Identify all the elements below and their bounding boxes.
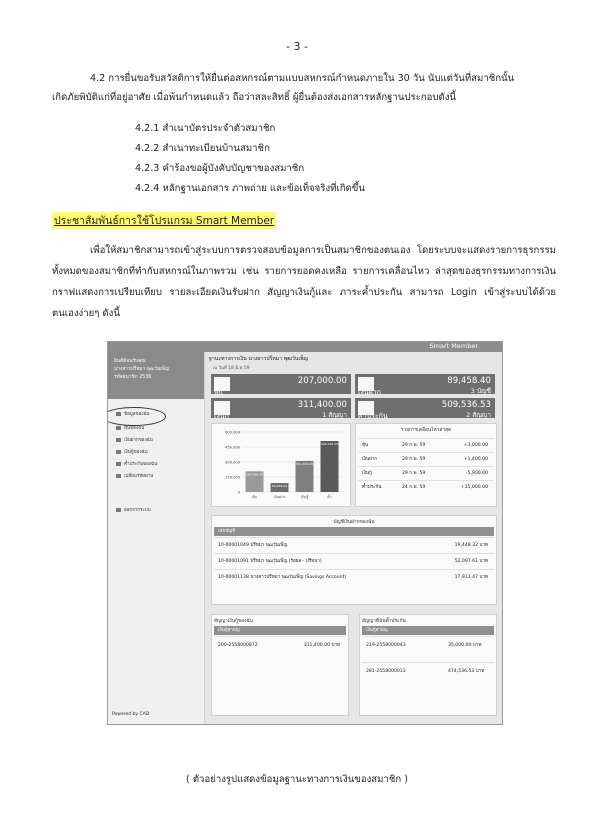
main-content — [209, 352, 499, 724]
sidebar-item-change-password[interactable] — [116, 472, 153, 479]
sidebar-item-label: ค้ำประกันของฉัน — [124, 462, 158, 467]
bank-icon — [116, 426, 121, 430]
y-tick-label: 600,000 — [225, 430, 240, 435]
contract-amount: 474,536.53 บาท — [448, 669, 485, 674]
app-title: Smart Member — [429, 342, 478, 350]
x-tick-label: เงินกู้ — [300, 495, 309, 499]
card-label: หุ้น — [214, 389, 223, 397]
sidebar-item-label: เงินฝากของฉัน — [124, 438, 153, 443]
row-type: ค้ำประกัน — [362, 485, 382, 490]
bar-data-label: 207,000.00 — [245, 472, 264, 477]
bar-data-label: 89,458.40 — [271, 484, 288, 489]
user-box — [108, 352, 204, 399]
x-tick-label: ค้ำ — [327, 495, 332, 499]
card-label: เงินฝาก — [358, 388, 381, 396]
y-tick-label: 300,000 — [225, 460, 240, 465]
loans-panel — [211, 614, 349, 716]
row-date: 29 ก.พ. 59 — [402, 443, 426, 448]
table-row — [358, 466, 494, 480]
bar-chart — [212, 424, 350, 506]
account-amount: 17,911.47 บาท — [454, 575, 488, 580]
row-amount: +35,000.00 — [460, 485, 488, 490]
sidebar-item-deposits[interactable] — [116, 436, 153, 443]
account-amount: 19,448.32 บาท — [454, 543, 488, 548]
deposit-icon — [116, 438, 121, 442]
recent-transactions-panel — [355, 423, 497, 507]
as-of-date: ณ วันที่ 18 มี.ค 59 — [213, 366, 250, 371]
body-paragraph: เพื่อให้สมาชิกสามารถเข้าสู่ระบบการตรวจสอบข้อมูลการเป็นสมาชิกของตนเอง โดยระบบจะแสดงรายการธุรกรรมทั้งหมดของสมาชิกที่ทำกับสหกรณ์ในภาพรวม เช่น รายการยอดคงเหลือ รายการเคลื่อนไหว ล่าสุดของธุรกรรมทางการเงิน กราฟแสดงการเปรียบเทียบ รายละเอียดเงินรับฝาก สัญญาเงินกู้และ ภาระค้ำประกัน สามารถ Login เข้าสู่ระบบได้ด้วยตนเองง่ายๆ ดังนี้ — [52, 245, 556, 319]
recent-title: รายการเคลื่อนไหวล่าสุด — [400, 428, 452, 433]
guarantees-title: สัญญาที่ฉันค้ำประกัน — [362, 619, 406, 624]
x-tick-label: เงินฝาก — [273, 495, 286, 499]
sidebar-item-shares[interactable] — [116, 424, 144, 431]
sidebar-item-label: หุ้นของฉัน — [124, 426, 145, 431]
gear-icon — [116, 474, 121, 478]
card-icon — [116, 450, 121, 454]
row-amount: +3,000.00 — [463, 443, 488, 448]
card-label: เงินกู้ — [214, 412, 229, 420]
list-item: 4.2.2 สำเนาทะเบียนบ้านสมาชิก — [135, 143, 270, 154]
bar[interactable] — [321, 441, 339, 492]
row-date: 29 ก.พ. 59 — [402, 471, 426, 476]
card-loans[interactable] — [211, 398, 351, 418]
contract-amount: 311,400.00 บาท — [303, 643, 340, 648]
card-value: 207,000.00 — [297, 376, 347, 386]
row-amount: +1,400.00 — [463, 457, 488, 462]
bar-data-label: 509,536.53 — [320, 442, 339, 447]
row-date: 24 ก.พ. 59 — [402, 485, 426, 490]
intro-line-2: เกิดภัยพิบัติแก่ที่อยู่อาศัย เมื่อพ้นกำหนดแล้ว ถือว่าสละสิทธิ์ ผู้ยื่นต้องส่งเอกสารหลักฐานประกอบดังนี้ — [52, 92, 456, 103]
sidebar-item-label: ออกจากระบบ — [124, 508, 151, 513]
loans-header: เงินกู้สามัญ — [214, 626, 346, 635]
x-tick-label: หุ้น — [252, 495, 257, 499]
account-name: 10-00001138 นางสาวปรีหมา พุฒวันเพ็ญ (Savings Account) — [218, 575, 347, 580]
card-deposits[interactable] — [355, 374, 495, 394]
card-label: ค้ำประกัน — [358, 412, 388, 420]
list-item: 4.2.4 หลักฐานเอกสาร ภาพถ่าย และข้อเท็จจริงที่เกิดขึ้น — [135, 183, 365, 194]
table-row[interactable] — [362, 636, 494, 662]
sidebar — [108, 352, 205, 724]
table-row[interactable] — [214, 636, 346, 654]
logout-icon — [116, 508, 121, 512]
figure-caption: ( ตัวอย่างรูปแสดงข้อมูลฐานะทางการเงินของสมาชิก ) — [186, 774, 408, 785]
section-heading: ประชาสัมพันธ์การใช้โปรแกรม Smart Member — [52, 212, 276, 229]
card-sub: 3 บัญชี — [470, 387, 491, 395]
card-guarantees[interactable] — [355, 398, 495, 418]
user-name: นางสาวปรีหมา พุฒวันเพ็ญ — [114, 367, 170, 372]
contract-id: 200-2558000872 — [218, 643, 258, 648]
card-shares[interactable] — [211, 374, 351, 397]
sidebar-item-label: เงินกู้ของฉัน — [124, 450, 148, 455]
bar-data-label: 311,400.00 — [295, 461, 314, 466]
card-value: 509,536.53 — [441, 400, 491, 410]
sidebar-item-guarantees[interactable] — [116, 460, 157, 467]
contract-id: 219-2558000043 — [366, 643, 406, 648]
table-row[interactable] — [362, 662, 494, 688]
row-amount: -5,900.00 — [465, 471, 488, 476]
loans-title: สัญญาเงินกู้ของฉัน — [214, 619, 254, 624]
y-tick-label: 0 — [237, 490, 240, 495]
user-member-id: รหัสสมาชิก 2536 — [114, 375, 152, 380]
row-date: 29 ก.พ. 59 — [402, 457, 426, 462]
sidebar-item-label: ข้อมูลของฉัน — [124, 412, 150, 417]
table-row — [358, 438, 494, 452]
y-tick-label: 150,000 — [225, 475, 240, 480]
table-row — [358, 480, 494, 494]
user-greeting: ยินดีต้อนรับคุณ — [114, 359, 146, 364]
card-value: 89,458.40 — [447, 376, 491, 386]
card-value: 311,400.00 — [297, 400, 347, 410]
sidebar-item-loans[interactable] — [116, 448, 148, 455]
table-row[interactable] — [214, 553, 494, 569]
smart-member-screenshot — [107, 341, 503, 725]
deposits-header: เลขบัญชี — [214, 527, 494, 536]
deposit-accounts-panel — [211, 515, 497, 605]
app-topbar — [108, 342, 502, 352]
deposits-title: บัญชีเงินฝากของฉัน — [333, 520, 375, 525]
edit-icon — [116, 462, 121, 466]
page-number: - 3 - — [286, 40, 308, 53]
account-name: 10-00001091 ปรีหมา พุฒวันเพ็ญ (ร้อยล - ปรีหมา) — [218, 559, 322, 564]
y-tick-label: 450,000 — [225, 445, 240, 450]
list-item: 4.2.1 สำเนาบัตรประจำตัวสมาชิก — [135, 123, 276, 134]
account-amount: 52,097.61 บาท — [454, 559, 488, 564]
table-row[interactable] — [214, 537, 494, 553]
powered-by: Powered by CAD — [112, 712, 150, 717]
row-type: เงินกู้ — [362, 471, 372, 476]
guarantees-panel — [359, 614, 497, 716]
comparison-chart-panel — [211, 423, 351, 507]
row-type: หุ้น — [362, 443, 369, 448]
contract-amount: 35,000.00 บาท — [448, 643, 482, 648]
table-row[interactable] — [214, 569, 494, 585]
guarantees-header: เงินกู้สามัญ — [362, 626, 494, 635]
list-item: 4.2.3 คำร้องขอผู้บังคับบัญชาของสมาชิก — [135, 163, 305, 174]
sidebar-item-logout[interactable] — [116, 506, 151, 513]
sidebar-item-label: เปลี่ยนรหัสผ่าน — [124, 474, 154, 479]
page-title: ฐานะทางการเงิน นางสาวปรีหมา พุฒวันเพ็ญ — [209, 356, 308, 362]
intro-line-1: 4.2 การยื่นขอรับสวัสดิการให้ยื่นต่อสหกรณ์ตามแบบสหกรณ์กำหนดภายใน 30 วัน นับแต่วันที่สมาชิกนั้น — [90, 73, 515, 84]
table-row — [358, 452, 494, 466]
contract-id: 281-2558000013 — [366, 669, 406, 674]
row-type: เงินฝาก — [362, 457, 378, 462]
card-sub: 2 สัญญา — [466, 411, 491, 419]
card-sub: 1 สัญญา — [322, 411, 347, 419]
account-name: 10-00001049 ปรีหมา พุฒวันเพ็ญ — [218, 543, 288, 548]
